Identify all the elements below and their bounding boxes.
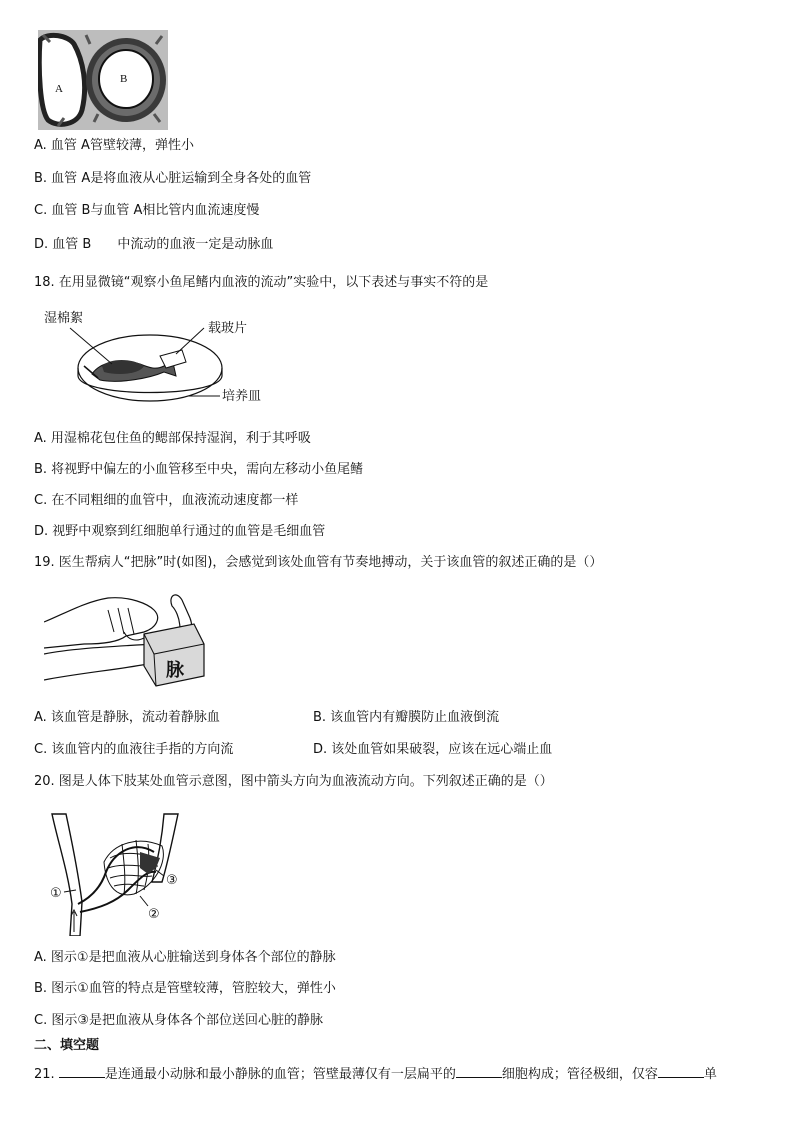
vessel-a-label: A xyxy=(55,83,63,95)
pulse-figure xyxy=(44,584,214,688)
vessel-3-label: ③ xyxy=(166,873,178,888)
q21-stem xyxy=(34,1065,717,1083)
q19-option-a: A. 该血管是静脉，流动着静脉血 xyxy=(34,710,220,725)
pulse-drawing xyxy=(44,584,214,688)
q21-number: 21. xyxy=(34,1067,55,1082)
capillary-network-drawing xyxy=(44,812,194,936)
q20-option-c: C. 图示③是把血液从身体各个部位送回心脏的静脉 xyxy=(34,1013,323,1028)
q17-option-c: C. 血管 B与血管 A相比管内血流速度慢 xyxy=(34,203,260,218)
vessel-1-label: ① xyxy=(50,886,62,901)
fish-dish-figure xyxy=(40,306,280,410)
q19-stem: 19. 医生帮病人“把脉”时(如图)，会感觉到该处血管有节奏地搏动，关于该血管的叙述正确的是（） xyxy=(34,555,603,570)
q18-option-c: C. 在不同粗细的血管中，血液流动速度都一样 xyxy=(34,493,299,508)
q17-option-a: A. 血管 A管壁较薄，弹性小 xyxy=(34,138,194,153)
vessel-cross-section-figure xyxy=(38,30,168,130)
q20-stem: 20. 图是人体下肢某处血管示意图，图中箭头方向为血液流动方向。下列叙述正确的是（） xyxy=(34,774,553,789)
q21-text-2: 细胞构成；管径极细，仅容 xyxy=(501,1067,658,1082)
section-fill-in-title: 二、填空题 xyxy=(34,1038,100,1053)
q19-option-b: B. 该血管内有瓣膜防止血液倒流 xyxy=(313,710,500,725)
q17-option-d: D. 血管 B 中流动的血液一定是动脉血 xyxy=(34,237,274,252)
pulse-box-label: 脉 xyxy=(166,660,184,681)
vessel-cross-section-drawing xyxy=(38,30,168,130)
q19-option-c: C. 该血管内的血液往手指的方向流 xyxy=(34,742,234,757)
q21-blank-2[interactable] xyxy=(456,1065,502,1078)
q20-option-a: A. 图示①是把血液从心脏输送到身体各个部位的静脉 xyxy=(34,950,336,965)
cotton-label: 湿棉絮 xyxy=(44,311,84,326)
q18-stem: 18. 在用显微镜“观察小鱼尾鳍内血液的流动”实验中，以下表述与事实不符的是 xyxy=(34,275,489,290)
q21-text-1: 是连通最小动脉和最小静脉的血管；管壁最薄仅有一层扁平的 xyxy=(104,1067,456,1082)
q21-blank-1[interactable] xyxy=(59,1065,105,1078)
q21-text-3: 单 xyxy=(703,1067,717,1082)
q18-option-d: D. 视野中观察到红细胞单行通过的血管是毛细血管 xyxy=(34,524,326,539)
q21-blank-3[interactable] xyxy=(658,1065,704,1078)
capillary-network-figure xyxy=(44,812,194,936)
slide-label: 载玻片 xyxy=(208,321,248,336)
q18-option-b: B. 将视野中偏左的小血管移至中央，需向左移动小鱼尾鳍 xyxy=(34,462,364,477)
vessel-2-label: ② xyxy=(148,907,160,922)
dish-label: 培养皿 xyxy=(222,389,262,404)
q20-option-b: B. 图示①血管的特点是管壁较薄，管腔较大，弹性小 xyxy=(34,981,336,996)
q18-option-a: A. 用湿棉花包住鱼的鳃部保持湿润，利于其呼吸 xyxy=(34,431,311,446)
fish-dish-drawing xyxy=(40,306,280,410)
q17-option-b: B. 血管 A是将血液从心脏运输到全身各处的血管 xyxy=(34,171,312,186)
vessel-b-label: B xyxy=(120,73,128,85)
q19-option-d: D. 该处血管如果破裂，应该在远心端止血 xyxy=(313,742,553,757)
